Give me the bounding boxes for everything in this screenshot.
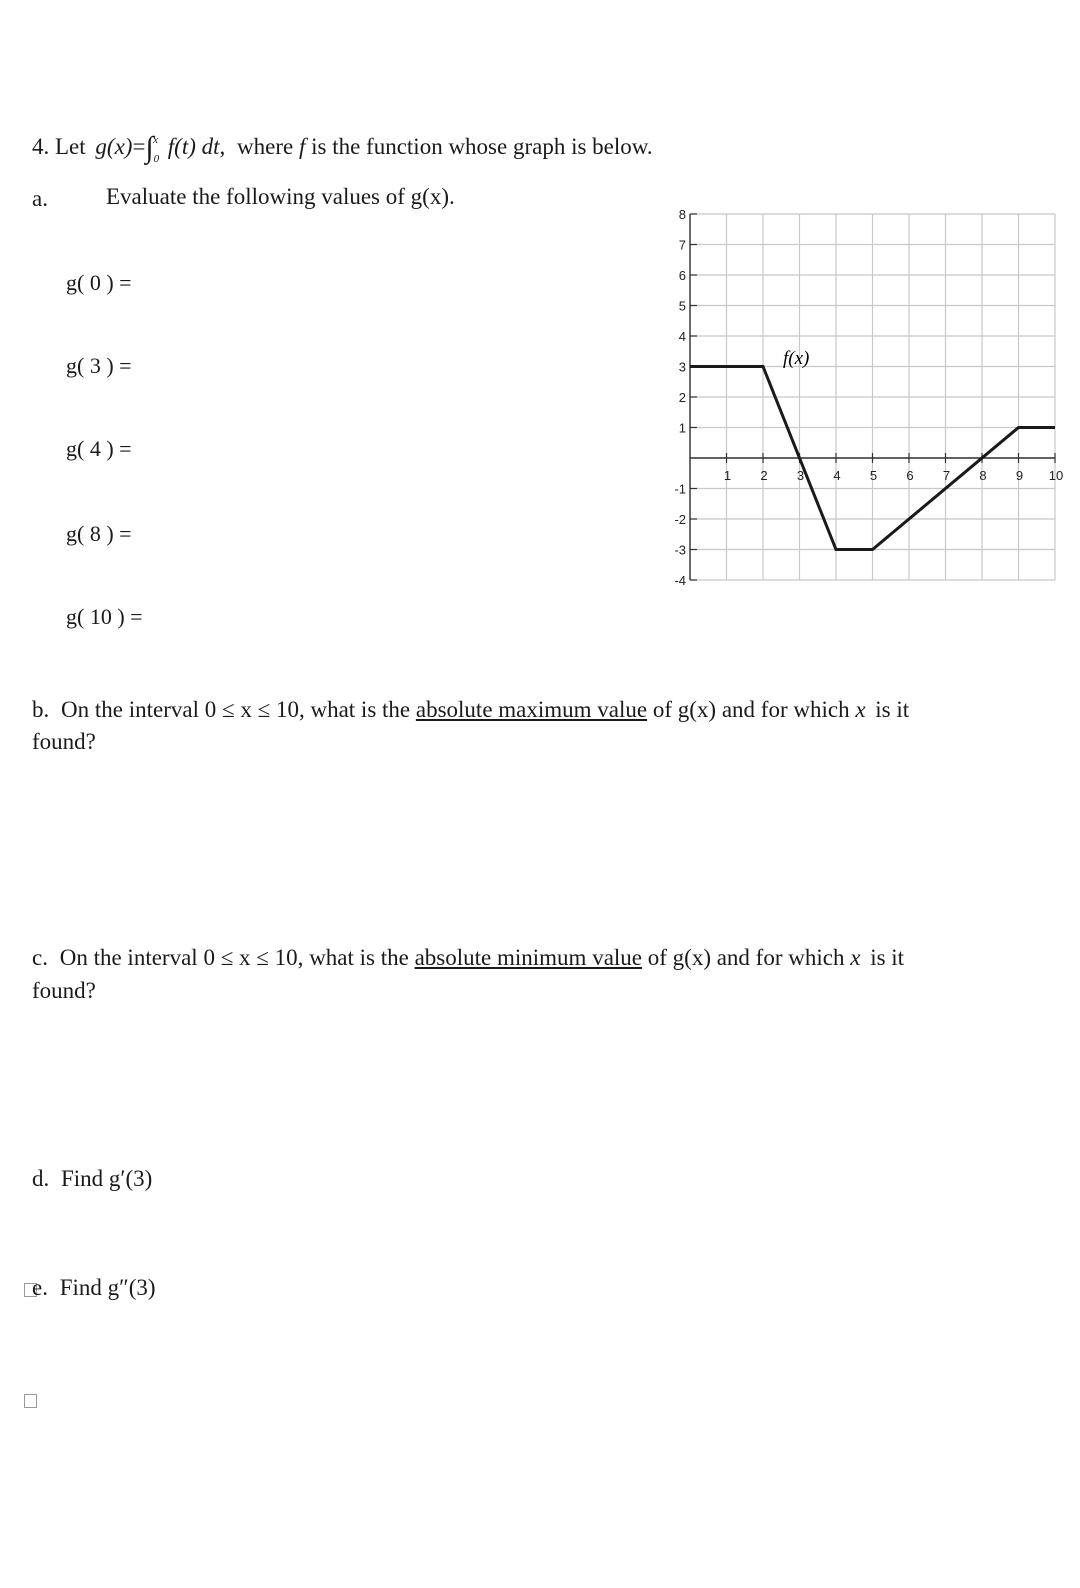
part-d-question bbox=[32, 1166, 152, 1192]
x-tick-label-5: 5 bbox=[869, 468, 878, 483]
part-b-x: x bbox=[855, 697, 866, 722]
x-tick-label-1: 1 bbox=[723, 468, 732, 483]
g-10-item: g( 10 ) = bbox=[66, 604, 143, 629]
y-tick-label-1: 1 bbox=[678, 420, 686, 436]
part-c-prefix: On the interval bbox=[59, 945, 198, 970]
y-tick-label-7: 7 bbox=[678, 237, 686, 253]
x-tick-label-7: 7 bbox=[942, 468, 951, 483]
part-b-of-g: of g(x) and for which bbox=[652, 697, 850, 722]
y-tick-label-3: 3 bbox=[678, 359, 686, 375]
part-b-prefix: On the interval bbox=[61, 697, 199, 722]
y-tick-label--3: -3 bbox=[674, 542, 686, 558]
x-tick-label-4: 4 bbox=[833, 468, 841, 483]
g-4-item: g( 4 ) = bbox=[66, 436, 132, 461]
integral-sign: ∫ bbox=[145, 131, 154, 164]
y-tick-label-4: 4 bbox=[678, 329, 686, 344]
x-tick-label-2: 2 bbox=[760, 468, 768, 483]
part-c-emphasis: absolute minimum value bbox=[414, 945, 642, 970]
part-d-text: Find g′(3) bbox=[61, 1166, 153, 1191]
x-tick-label-10: 10 bbox=[1048, 468, 1064, 483]
y-tick-label-2: 2 bbox=[678, 390, 686, 405]
g-0-item: g( 0 ) = bbox=[66, 270, 132, 295]
part-c-interval: 0 ≤ x ≤ 10, bbox=[203, 945, 304, 970]
y-tick-label--4: -4 bbox=[674, 573, 686, 588]
x-tick-label-9: 9 bbox=[1015, 468, 1024, 483]
part-d-label: d. bbox=[32, 1166, 50, 1191]
g-8-item: g( 8 ) = bbox=[66, 521, 132, 546]
part-b-is-it: is it bbox=[875, 697, 910, 722]
part-c-question bbox=[32, 945, 904, 971]
part-e-question bbox=[32, 1275, 156, 1301]
part-e-text: Find g″(3) bbox=[59, 1275, 156, 1300]
g-of-x: g(x) bbox=[95, 134, 133, 159]
part-c-label: c. bbox=[32, 945, 48, 970]
let-word: Let bbox=[55, 134, 86, 159]
y-tick-label--1: -1 bbox=[674, 481, 686, 497]
f-symbol: f bbox=[298, 134, 306, 159]
part-c-middle: what is the bbox=[309, 945, 409, 970]
part-e-label: e. bbox=[32, 1275, 48, 1300]
problem-rest: is the function whose graph is below. bbox=[311, 134, 653, 159]
part-c-found: found? bbox=[32, 978, 96, 1003]
part-b-middle: what is the bbox=[310, 697, 411, 722]
y-tick-label-5: 5 bbox=[678, 298, 686, 314]
part-a-instruction: Evaluate the following values of g(x). bbox=[106, 184, 455, 209]
integrand: f(t) dt bbox=[167, 134, 220, 159]
upper-limit: x bbox=[153, 134, 159, 146]
part-c-of-g: of g(x) and for which bbox=[647, 945, 845, 970]
part-c-x: x bbox=[850, 945, 861, 970]
x-tick-label-8: 8 bbox=[979, 468, 987, 483]
checkbox-bottom[interactable] bbox=[24, 1394, 37, 1408]
part-a-label: a. bbox=[32, 186, 48, 211]
x-tick-label-6: 6 bbox=[906, 468, 914, 483]
y-tick-label-8: 8 bbox=[678, 207, 686, 222]
f-graph bbox=[0, 0, 1080, 640]
g-3-item: g( 3 ) = bbox=[66, 353, 132, 378]
where-word: where bbox=[237, 134, 294, 159]
equals-sign: = bbox=[132, 134, 146, 159]
part-b-label: b. bbox=[32, 697, 50, 722]
y-tick-label-6: 6 bbox=[678, 268, 686, 283]
curve-label-fx: f(x) bbox=[783, 348, 810, 369]
problem-number: 4. bbox=[32, 134, 50, 159]
part-c-is-it: is it bbox=[870, 945, 905, 970]
lower-limit: 0 bbox=[153, 153, 160, 165]
part-b-question bbox=[32, 697, 909, 723]
part-b-interval: 0 ≤ x ≤ 10, bbox=[204, 697, 305, 722]
comma: , bbox=[219, 134, 226, 159]
part-b-emphasis: absolute maximum value bbox=[415, 697, 648, 722]
y-tick-label--2: -2 bbox=[674, 512, 686, 527]
x-tick-label-3: 3 bbox=[796, 468, 805, 483]
part-b-found: found? bbox=[32, 729, 96, 754]
